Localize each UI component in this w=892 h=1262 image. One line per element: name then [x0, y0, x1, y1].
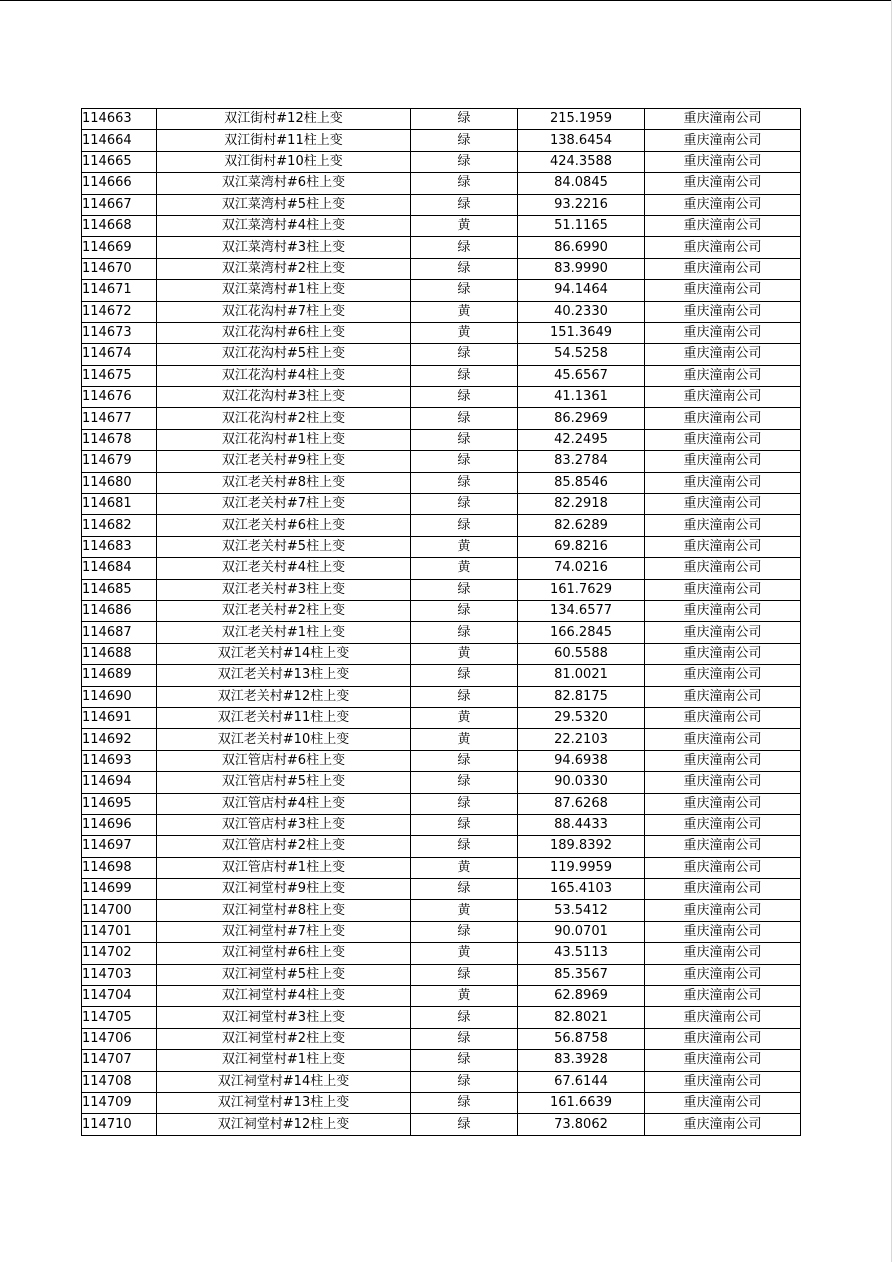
cell-transformer-name: 双江祠堂村#8柱上变: [157, 900, 411, 921]
cell-company: 重庆潼南公司: [645, 173, 801, 194]
table-row: [82, 750, 801, 771]
cell-company: 重庆潼南公司: [645, 301, 801, 322]
cell-status: 黄: [411, 707, 518, 728]
cell-company: 重庆潼南公司: [645, 665, 801, 686]
cell-status: 绿: [411, 365, 518, 386]
cell-id: 114693: [82, 750, 157, 771]
cell-transformer-name: 双江老关村#3柱上变: [157, 579, 411, 600]
cell-transformer-name: 双江花沟村#5柱上变: [157, 344, 411, 365]
cell-id: 114664: [82, 130, 157, 151]
cell-transformer-name: 双江菜湾村#2柱上变: [157, 258, 411, 279]
cell-transformer-name: 双江管店村#2柱上变: [157, 836, 411, 857]
cell-company: 重庆潼南公司: [645, 857, 801, 878]
table-row: [82, 857, 801, 878]
cell-id: 114695: [82, 793, 157, 814]
cell-id: 114688: [82, 643, 157, 664]
cell-value: 53.5412: [518, 900, 645, 921]
cell-company: 重庆潼南公司: [645, 130, 801, 151]
cell-transformer-name: 双江管店村#3柱上变: [157, 814, 411, 835]
cell-company: 重庆潼南公司: [645, 215, 801, 236]
table-body: [82, 109, 801, 1136]
cell-transformer-name: 双江花沟村#3柱上变: [157, 387, 411, 408]
cell-id: 114683: [82, 536, 157, 557]
cell-status: 绿: [411, 793, 518, 814]
cell-status: 绿: [411, 686, 518, 707]
table-row: [82, 986, 801, 1007]
cell-id: 114666: [82, 173, 157, 194]
table-row: [82, 536, 801, 557]
cell-value: 161.6639: [518, 1092, 645, 1113]
table-row: [82, 1028, 801, 1049]
cell-company: 重庆潼南公司: [645, 921, 801, 942]
cell-transformer-name: 双江街村#12柱上变: [157, 109, 411, 130]
cell-status: 黄: [411, 943, 518, 964]
table-row: [82, 472, 801, 493]
cell-id: 114697: [82, 836, 157, 857]
cell-status: 黄: [411, 729, 518, 750]
cell-company: 重庆潼南公司: [645, 408, 801, 429]
table-row: [82, 429, 801, 450]
cell-status: 绿: [411, 451, 518, 472]
cell-status: 黄: [411, 301, 518, 322]
cell-transformer-name: 双江老关村#8柱上变: [157, 472, 411, 493]
table-row: [82, 643, 801, 664]
cell-status: 黄: [411, 322, 518, 343]
cell-company: 重庆潼南公司: [645, 686, 801, 707]
table-row: [82, 1114, 801, 1135]
cell-value: 60.5588: [518, 643, 645, 664]
table-row: [82, 322, 801, 343]
cell-company: 重庆潼南公司: [645, 258, 801, 279]
cell-status: 绿: [411, 665, 518, 686]
cell-id: 114684: [82, 558, 157, 579]
cell-value: 83.3928: [518, 1050, 645, 1071]
cell-status: 绿: [411, 173, 518, 194]
cell-value: 94.6938: [518, 750, 645, 771]
cell-transformer-name: 双江菜湾村#5柱上变: [157, 194, 411, 215]
cell-id: 114708: [82, 1071, 157, 1092]
table-row: [82, 237, 801, 258]
cell-status: 黄: [411, 536, 518, 557]
cell-id: 114701: [82, 921, 157, 942]
cell-status: 绿: [411, 622, 518, 643]
cell-value: 88.4433: [518, 814, 645, 835]
table-row: [82, 579, 801, 600]
cell-company: 重庆潼南公司: [645, 943, 801, 964]
cell-transformer-name: 双江菜湾村#3柱上变: [157, 237, 411, 258]
cell-id: 114699: [82, 879, 157, 900]
cell-value: 67.6144: [518, 1071, 645, 1092]
cell-value: 56.8758: [518, 1028, 645, 1049]
table-row: [82, 921, 801, 942]
cell-company: 重庆潼南公司: [645, 1028, 801, 1049]
cell-value: 83.9990: [518, 258, 645, 279]
cell-id: 114691: [82, 707, 157, 728]
cell-status: 绿: [411, 280, 518, 301]
cell-transformer-name: 双江花沟村#6柱上变: [157, 322, 411, 343]
table-row: [82, 1007, 801, 1028]
cell-transformer-name: 双江祠堂村#5柱上变: [157, 964, 411, 985]
table-row: [82, 836, 801, 857]
table-row: [82, 814, 801, 835]
cell-value: 215.1959: [518, 109, 645, 130]
cell-status: 绿: [411, 408, 518, 429]
cell-company: 重庆潼南公司: [645, 986, 801, 1007]
cell-id: 114669: [82, 237, 157, 258]
cell-value: 81.0021: [518, 665, 645, 686]
cell-value: 94.1464: [518, 280, 645, 301]
cell-company: 重庆潼南公司: [645, 237, 801, 258]
cell-id: 114694: [82, 772, 157, 793]
cell-company: 重庆潼南公司: [645, 558, 801, 579]
cell-company: 重庆潼南公司: [645, 151, 801, 172]
cell-status: 绿: [411, 964, 518, 985]
cell-company: 重庆潼南公司: [645, 750, 801, 771]
table-row: [82, 665, 801, 686]
cell-id: 114678: [82, 429, 157, 450]
cell-company: 重庆潼南公司: [645, 622, 801, 643]
cell-id: 114703: [82, 964, 157, 985]
cell-transformer-name: 双江老关村#12柱上变: [157, 686, 411, 707]
cell-value: 54.5258: [518, 344, 645, 365]
cell-value: 82.6289: [518, 515, 645, 536]
cell-id: 114676: [82, 387, 157, 408]
cell-transformer-name: 双江菜湾村#1柱上变: [157, 280, 411, 301]
cell-value: 40.2330: [518, 301, 645, 322]
cell-value: 166.2845: [518, 622, 645, 643]
cell-value: 29.5320: [518, 707, 645, 728]
cell-value: 73.8062: [518, 1114, 645, 1135]
cell-id: 114706: [82, 1028, 157, 1049]
cell-value: 51.1165: [518, 215, 645, 236]
cell-status: 绿: [411, 1071, 518, 1092]
cell-status: 黄: [411, 558, 518, 579]
table-row: [82, 964, 801, 985]
cell-company: 重庆潼南公司: [645, 772, 801, 793]
cell-id: 114709: [82, 1092, 157, 1113]
cell-id: 114670: [82, 258, 157, 279]
cell-value: 22.2103: [518, 729, 645, 750]
cell-company: 重庆潼南公司: [645, 879, 801, 900]
cell-value: 85.3567: [518, 964, 645, 985]
cell-transformer-name: 双江祠堂村#12柱上变: [157, 1114, 411, 1135]
cell-value: 82.8175: [518, 686, 645, 707]
cell-company: 重庆潼南公司: [645, 322, 801, 343]
cell-id: 114698: [82, 857, 157, 878]
cell-value: 62.8969: [518, 986, 645, 1007]
table-row: [82, 1050, 801, 1071]
cell-status: 绿: [411, 258, 518, 279]
table-row: [82, 151, 801, 172]
cell-value: 86.6990: [518, 237, 645, 258]
cell-transformer-name: 双江老关村#4柱上变: [157, 558, 411, 579]
table-row: [82, 772, 801, 793]
cell-status: 黄: [411, 986, 518, 1007]
cell-status: 绿: [411, 1028, 518, 1049]
cell-id: 114700: [82, 900, 157, 921]
table-row: [82, 943, 801, 964]
cell-transformer-name: 双江花沟村#1柱上变: [157, 429, 411, 450]
table-row: [82, 173, 801, 194]
cell-value: 45.6567: [518, 365, 645, 386]
table-row: [82, 1092, 801, 1113]
cell-id: 114696: [82, 814, 157, 835]
cell-transformer-name: 双江老关村#10柱上变: [157, 729, 411, 750]
cell-id: 114675: [82, 365, 157, 386]
cell-transformer-name: 双江老关村#2柱上变: [157, 600, 411, 621]
table-row: [82, 494, 801, 515]
cell-id: 114672: [82, 301, 157, 322]
cell-value: 86.2969: [518, 408, 645, 429]
table-row: [82, 280, 801, 301]
cell-transformer-name: 双江管店村#6柱上变: [157, 750, 411, 771]
cell-company: 重庆潼南公司: [645, 1114, 801, 1135]
cell-transformer-name: 双江老关村#7柱上变: [157, 494, 411, 515]
cell-id: 114710: [82, 1114, 157, 1135]
cell-company: 重庆潼南公司: [645, 600, 801, 621]
cell-status: 绿: [411, 472, 518, 493]
cell-value: 189.8392: [518, 836, 645, 857]
cell-transformer-name: 双江花沟村#4柱上变: [157, 365, 411, 386]
cell-value: 84.0845: [518, 173, 645, 194]
cell-company: 重庆潼南公司: [645, 494, 801, 515]
table-row: [82, 1071, 801, 1092]
cell-company: 重庆潼南公司: [645, 707, 801, 728]
cell-transformer-name: 双江老关村#5柱上变: [157, 536, 411, 557]
cell-transformer-name: 双江老关村#13柱上变: [157, 665, 411, 686]
table-row: [82, 408, 801, 429]
cell-company: 重庆潼南公司: [645, 387, 801, 408]
cell-status: 绿: [411, 1114, 518, 1135]
cell-status: 绿: [411, 109, 518, 130]
table-row: [82, 451, 801, 472]
table-row: [82, 515, 801, 536]
cell-transformer-name: 双江祠堂村#6柱上变: [157, 943, 411, 964]
cell-company: 重庆潼南公司: [645, 579, 801, 600]
cell-status: 绿: [411, 1007, 518, 1028]
cell-status: 绿: [411, 772, 518, 793]
cell-transformer-name: 双江老关村#11柱上变: [157, 707, 411, 728]
cell-status: 绿: [411, 750, 518, 771]
page-top-border: [0, 0, 892, 1]
cell-status: 绿: [411, 515, 518, 536]
cell-transformer-name: 双江管店村#5柱上变: [157, 772, 411, 793]
cell-status: 黄: [411, 900, 518, 921]
table-row: [82, 879, 801, 900]
cell-id: 114687: [82, 622, 157, 643]
cell-company: 重庆潼南公司: [645, 451, 801, 472]
cell-transformer-name: 双江祠堂村#13柱上变: [157, 1092, 411, 1113]
cell-transformer-name: 双江菜湾村#4柱上变: [157, 215, 411, 236]
cell-status: 绿: [411, 814, 518, 835]
transformer-data-table: [81, 108, 801, 1136]
cell-company: 重庆潼南公司: [645, 729, 801, 750]
table-row: [82, 109, 801, 130]
table-row: [82, 600, 801, 621]
cell-value: 165.4103: [518, 879, 645, 900]
cell-transformer-name: 双江祠堂村#4柱上变: [157, 986, 411, 1007]
table-row: [82, 686, 801, 707]
cell-value: 82.2918: [518, 494, 645, 515]
cell-status: 绿: [411, 1050, 518, 1071]
table-row: [82, 900, 801, 921]
table-row: [82, 130, 801, 151]
cell-company: 重庆潼南公司: [645, 194, 801, 215]
cell-company: 重庆潼南公司: [645, 429, 801, 450]
cell-transformer-name: 双江老关村#14柱上变: [157, 643, 411, 664]
cell-value: 85.8546: [518, 472, 645, 493]
cell-company: 重庆潼南公司: [645, 836, 801, 857]
cell-id: 114667: [82, 194, 157, 215]
table-row: [82, 387, 801, 408]
cell-value: 119.9959: [518, 857, 645, 878]
cell-id: 114679: [82, 451, 157, 472]
cell-value: 41.1361: [518, 387, 645, 408]
cell-value: 134.6577: [518, 600, 645, 621]
cell-company: 重庆潼南公司: [645, 365, 801, 386]
cell-status: 绿: [411, 344, 518, 365]
cell-value: 42.2495: [518, 429, 645, 450]
cell-company: 重庆潼南公司: [645, 515, 801, 536]
cell-value: 138.6454: [518, 130, 645, 151]
cell-status: 绿: [411, 879, 518, 900]
cell-status: 绿: [411, 494, 518, 515]
cell-company: 重庆潼南公司: [645, 1092, 801, 1113]
cell-company: 重庆潼南公司: [645, 1050, 801, 1071]
table-row: [82, 622, 801, 643]
cell-transformer-name: 双江街村#10柱上变: [157, 151, 411, 172]
table-row: [82, 707, 801, 728]
cell-transformer-name: 双江花沟村#7柱上变: [157, 301, 411, 322]
cell-id: 114681: [82, 494, 157, 515]
cell-status: 绿: [411, 237, 518, 258]
cell-value: 83.2784: [518, 451, 645, 472]
cell-id: 114671: [82, 280, 157, 301]
cell-status: 黄: [411, 215, 518, 236]
table-row: [82, 258, 801, 279]
cell-value: 43.5113: [518, 943, 645, 964]
cell-id: 114686: [82, 600, 157, 621]
table-row: [82, 301, 801, 322]
table-row: [82, 729, 801, 750]
cell-transformer-name: 双江老关村#9柱上变: [157, 451, 411, 472]
cell-id: 114665: [82, 151, 157, 172]
cell-company: 重庆潼南公司: [645, 900, 801, 921]
cell-status: 黄: [411, 857, 518, 878]
cell-transformer-name: 双江街村#11柱上变: [157, 130, 411, 151]
cell-transformer-name: 双江管店村#4柱上变: [157, 793, 411, 814]
cell-id: 114705: [82, 1007, 157, 1028]
cell-id: 114673: [82, 322, 157, 343]
table-row: [82, 558, 801, 579]
cell-company: 重庆潼南公司: [645, 964, 801, 985]
cell-value: 93.2216: [518, 194, 645, 215]
cell-value: 90.0701: [518, 921, 645, 942]
cell-company: 重庆潼南公司: [645, 793, 801, 814]
cell-value: 87.6268: [518, 793, 645, 814]
cell-value: 82.8021: [518, 1007, 645, 1028]
cell-id: 114663: [82, 109, 157, 130]
cell-id: 114690: [82, 686, 157, 707]
cell-company: 重庆潼南公司: [645, 280, 801, 301]
cell-company: 重庆潼南公司: [645, 109, 801, 130]
cell-transformer-name: 双江祠堂村#3柱上变: [157, 1007, 411, 1028]
cell-transformer-name: 双江花沟村#2柱上变: [157, 408, 411, 429]
cell-value: 69.8216: [518, 536, 645, 557]
cell-value: 151.3649: [518, 322, 645, 343]
table-row: [82, 793, 801, 814]
cell-transformer-name: 双江祠堂村#1柱上变: [157, 1050, 411, 1071]
cell-company: 重庆潼南公司: [645, 643, 801, 664]
cell-company: 重庆潼南公司: [645, 344, 801, 365]
cell-transformer-name: 双江祠堂村#14柱上变: [157, 1071, 411, 1092]
cell-company: 重庆潼南公司: [645, 1071, 801, 1092]
cell-company: 重庆潼南公司: [645, 536, 801, 557]
cell-status: 绿: [411, 194, 518, 215]
cell-transformer-name: 双江菜湾村#6柱上变: [157, 173, 411, 194]
cell-id: 114689: [82, 665, 157, 686]
cell-company: 重庆潼南公司: [645, 472, 801, 493]
cell-status: 绿: [411, 579, 518, 600]
cell-id: 114702: [82, 943, 157, 964]
cell-status: 绿: [411, 836, 518, 857]
cell-company: 重庆潼南公司: [645, 1007, 801, 1028]
cell-status: 绿: [411, 1092, 518, 1113]
cell-transformer-name: 双江老关村#1柱上变: [157, 622, 411, 643]
table-row: [82, 344, 801, 365]
cell-company: 重庆潼南公司: [645, 814, 801, 835]
cell-status: 绿: [411, 151, 518, 172]
cell-id: 114707: [82, 1050, 157, 1071]
cell-transformer-name: 双江管店村#1柱上变: [157, 857, 411, 878]
table-row: [82, 365, 801, 386]
cell-id: 114682: [82, 515, 157, 536]
cell-id: 114674: [82, 344, 157, 365]
cell-status: 绿: [411, 387, 518, 408]
cell-id: 114685: [82, 579, 157, 600]
cell-value: 90.0330: [518, 772, 645, 793]
table-row: [82, 215, 801, 236]
cell-value: 161.7629: [518, 579, 645, 600]
cell-id: 114668: [82, 215, 157, 236]
cell-value: 424.3588: [518, 151, 645, 172]
cell-status: 绿: [411, 600, 518, 621]
cell-id: 114677: [82, 408, 157, 429]
cell-id: 114680: [82, 472, 157, 493]
cell-id: 114692: [82, 729, 157, 750]
cell-id: 114704: [82, 986, 157, 1007]
cell-status: 绿: [411, 429, 518, 450]
cell-status: 黄: [411, 643, 518, 664]
cell-transformer-name: 双江祠堂村#7柱上变: [157, 921, 411, 942]
cell-value: 74.0216: [518, 558, 645, 579]
cell-transformer-name: 双江祠堂村#2柱上变: [157, 1028, 411, 1049]
cell-transformer-name: 双江祠堂村#9柱上变: [157, 879, 411, 900]
cell-transformer-name: 双江老关村#6柱上变: [157, 515, 411, 536]
cell-status: 绿: [411, 921, 518, 942]
table-row: [82, 194, 801, 215]
cell-status: 绿: [411, 130, 518, 151]
